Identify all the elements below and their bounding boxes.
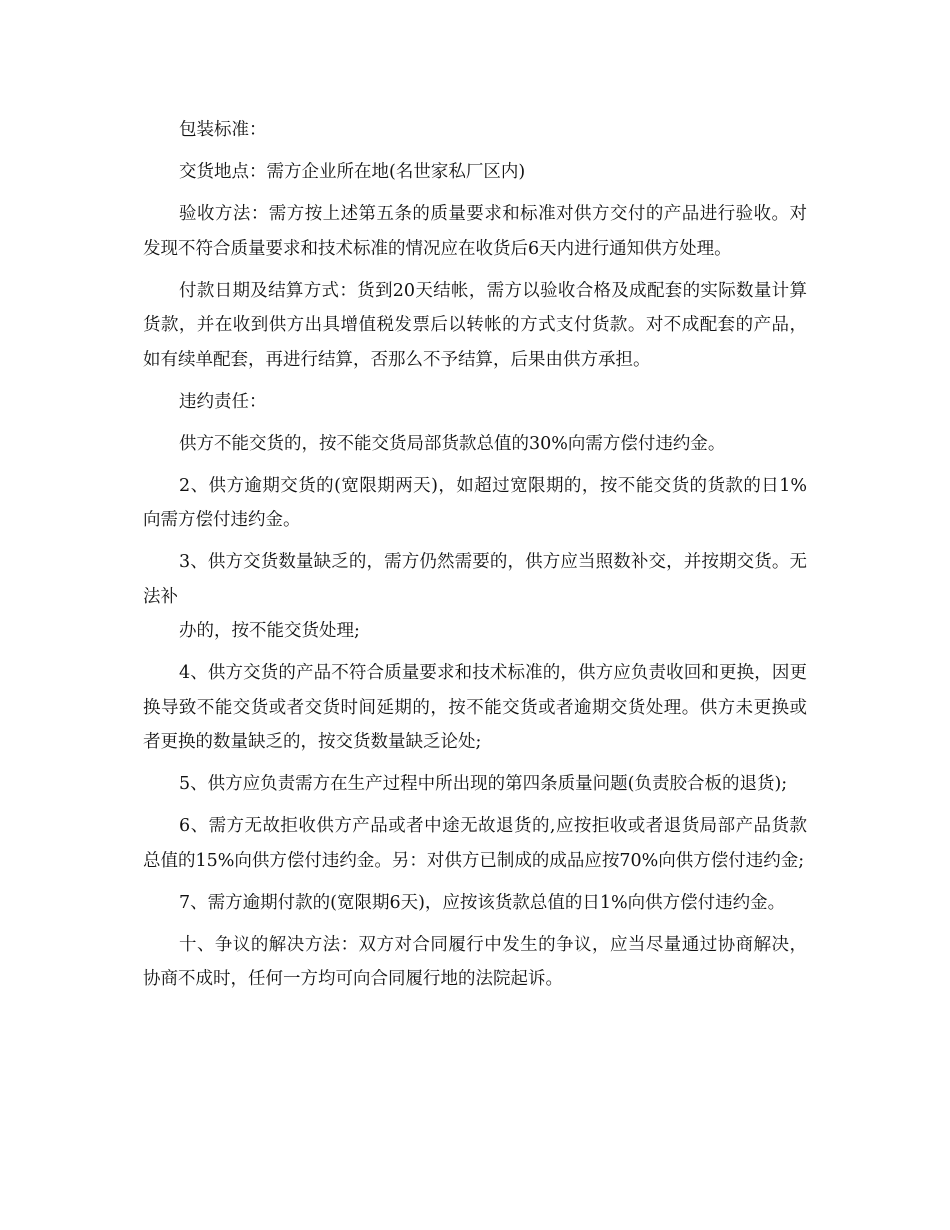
packaging-standard: 包装标准： [179,120,267,140]
liability-clause-3-continued: 办的，按不能交货处理; [179,621,360,641]
liability-clause-1: 供方不能交货的，按不能交货局部货款总值的30%向需方偿付违约金。 [179,433,726,454]
delivery-location: 交货地点：需方企业所在地(名世家私厂区内) [179,162,526,182]
liability-clause-4: 4、供方交货的产品不符合质量要求和技术标准的，供方应负责收回和更换，因更换导致不能交货或者交货时间延期的，按不能交货或者逾期交货处理。供方未更换或者更换的数量缺乏的，按交货数量缺乏论处; [143,663,807,752]
liability-clause-2: 2、供方逾期交货的(宽限期两天)，如超过宽限期的，按不能交货的货款的日1%向需方偿付违约金。 [143,475,807,530]
liability-clause-7: 7、需方逾期付款的(宽限期6天)，应按该货款总值的日1%向供方偿付违约金。 [179,892,786,913]
dispute-resolution: 十、争议的解决方法：双方对合同履行中发生的争议，应当尽量通过协商解决，协商不成时，任何一方均可向合同履行地的法院起诉。 [143,934,807,989]
liability-heading: 违约责任： [179,391,267,412]
liability-clause-3: 3、供方交货数量缺乏的，需方仍然需要的，供方应当照数补交，并按期交货。无法补 [143,552,807,607]
liability-clause-6: 6、需方无故拒收供方产品或者中途无故退货的,应按拒收或者退货局部产品货款总值的15%向供方偿付违约金。另：对供方已制成的成品应按70%向供方偿付违约金; [143,816,807,871]
acceptance-method: 验收方法：需方按上述第五条的质量要求和标准对供方交付的产品进行验收。对发现不符合质量要求和技术标准的情况应在收货后6天内进行通知供方处理。 [143,204,807,259]
liability-clause-5: 5、供方应负责需方在生产过程中所出现的第四条质量问题(负责胶合板的退货); [179,774,788,794]
payment-terms: 付款日期及结算方式：货到20天结帐，需方以验收合格及成配套的实际数量计算货款，并在收到供方出具增值税发票后以转帐的方式支付货款。对不成配套的产品，如有续单配套，再进行结算，否那么不予结算，后果由供方承担。 [143,280,807,370]
document-body [143,113,807,1004]
